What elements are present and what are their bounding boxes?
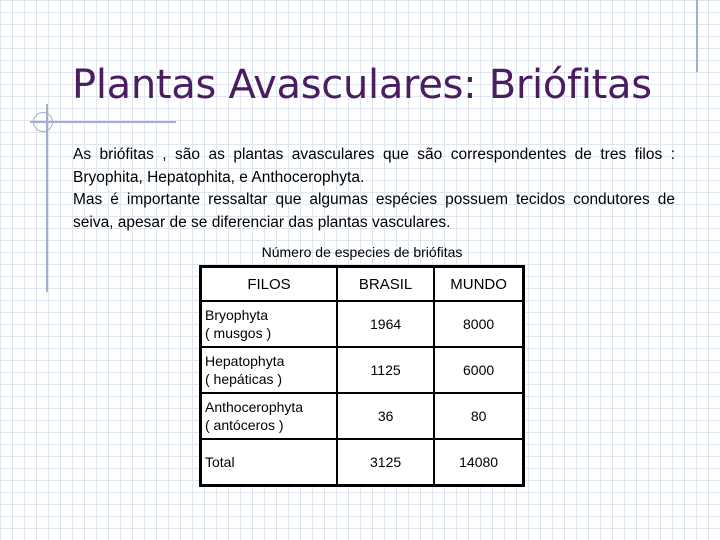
filo-name: Hepatophyta — [205, 353, 285, 369]
body-paragraph-2: Mas é importante ressaltar que algumas espécies possuem tecidos condutores de seiva, apesar de se diferenciar das plantas vasculares. — [73, 191, 675, 231]
brasil-cell: 3125 — [337, 439, 434, 486]
table-row — [201, 393, 524, 439]
right-vertical-rule — [696, 0, 698, 72]
slide-title: Plantas Avasculares: Briófitas — [72, 62, 652, 108]
header-brasil: BRASIL — [337, 267, 434, 302]
left-vertical-rule — [46, 104, 48, 292]
decorative-circle-icon — [33, 112, 53, 132]
table-row — [201, 347, 524, 393]
mundo-cell: 6000 — [434, 347, 523, 393]
table-caption: Número de especies de briófitas — [261, 244, 463, 260]
brasil-cell: 36 — [337, 393, 434, 439]
filo-common-name: ( musgos ) — [205, 325, 272, 341]
filo-name: Total — [205, 454, 235, 470]
table-row-total — [201, 439, 524, 486]
header-mundo: MUNDO — [434, 267, 523, 302]
table-header-row — [201, 267, 524, 302]
body-paragraph-1: As briófitas , são as plantas avasculares que são correspondentes de tres filos : Bryophita, Hepatophita, e Anthocerophyta. — [73, 146, 675, 186]
mundo-cell: 80 — [434, 393, 523, 439]
filo-name: Anthocerophyta — [205, 399, 304, 415]
filo-common-name: ( hepáticas ) — [205, 371, 283, 387]
filo-cell — [201, 347, 338, 393]
filo-common-name: ( antóceros ) — [205, 417, 284, 433]
filo-name: Bryophyta — [205, 307, 269, 323]
brasil-cell: 1964 — [337, 301, 434, 347]
brasil-cell: 1125 — [337, 347, 434, 393]
mundo-cell: 8000 — [434, 301, 523, 347]
mundo-cell: 14080 — [434, 439, 523, 486]
filo-cell — [201, 439, 338, 486]
slide-body — [73, 144, 675, 234]
filo-cell — [201, 393, 338, 439]
filo-cell — [201, 301, 338, 347]
header-filos: FILOS — [201, 267, 338, 302]
species-table — [199, 265, 525, 487]
table-row — [201, 301, 524, 347]
